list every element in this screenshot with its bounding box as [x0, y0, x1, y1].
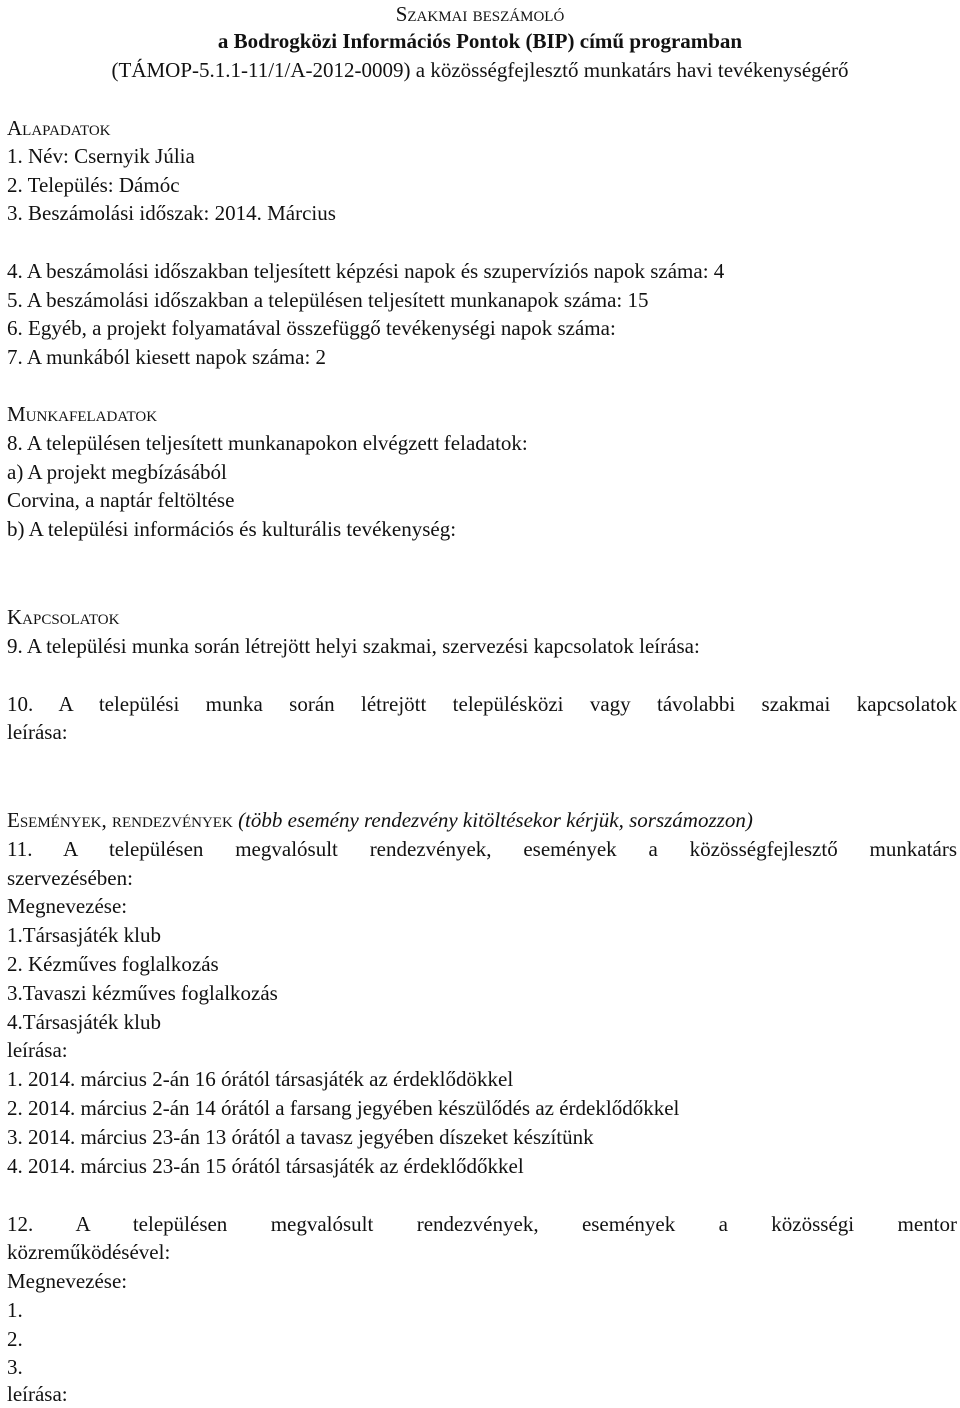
question-10-line-2: leírása:	[7, 720, 68, 744]
field-other-days: 6. Egyéb, a projekt folyamatával összefüggő tevékenységi napok száma:	[7, 316, 616, 340]
section-heading-esemenyek	[7, 806, 753, 834]
project-line: (TÁMOP-5.1.1-11/1/A-2012-0009) a közösségfejlesztő munkatárs havi tevékenységérő	[111, 58, 849, 82]
question-11-line-1: 11. A településen megvalósult rendezvények, események a közösségfejlesztő munkatárs	[7, 837, 957, 861]
section-heading-kapcsolatok: Kapcsolatok	[7, 605, 120, 629]
question-10-line-1: 10. A települési munka során létrejött településközi vagy távolabbi szakmai kapcsolatok	[7, 692, 957, 716]
esemenyek-heading-text: Események, rendezvények	[7, 808, 233, 832]
field-missed-days: 7. A munkából kiesett napok száma: 2	[7, 345, 327, 369]
question-8: 8. A településen teljesített munkanapokon elvégzett feladatok:	[7, 431, 528, 455]
question-9: 9. A települési munka során létrejött helyi szakmai, szervezési kapcsolatok leírása:	[7, 634, 700, 658]
question-12-line-1: 12. A településen megvalósult rendezvények, események a közösségi mentor	[7, 1212, 957, 1236]
event-item: 2. Kézműves foglalkozás	[7, 952, 219, 976]
event-item: 3.Tavaszi kézműves foglalkozás	[7, 981, 278, 1005]
event-description: 2. 2014. március 2-án 14 órától a farsang jegyében készülődés az érdeklődőkkel	[7, 1096, 680, 1120]
leiras-label: leírása:	[7, 1038, 68, 1062]
field-settlement: 2. Település: Dámóc	[7, 173, 180, 197]
esemenyek-note: (több esemény rendezvény kitöltésekor kérjük, sorszámozzon)	[238, 808, 753, 832]
event-description: 3. 2014. március 23-án 13 órától a tavasz jegyében díszeket készítünk	[7, 1125, 594, 1149]
task-a-label: a) A projekt megbízásából	[7, 460, 227, 484]
task-a-text: Corvina, a naptár feltöltése	[7, 488, 235, 512]
question-12-line-2: közreműködésével:	[7, 1240, 171, 1264]
event-item: 1.Társasjáték klub	[7, 923, 161, 947]
megnevezes-label: Megnevezése:	[7, 894, 128, 918]
report-subtitle: a Bodrogközi Információs Pontok (BIP) című programban	[217, 29, 743, 53]
blank-item: 1.	[7, 1298, 23, 1322]
report-title: Szakmai beszámoló	[395, 2, 565, 26]
section-heading-alapadatok: Alapadatok	[7, 116, 111, 140]
section-heading-munkafeladatok: Munkafeladatok	[7, 402, 158, 426]
field-work-days: 5. A beszámolási időszakban a településen teljesített munkanapok száma: 15	[7, 288, 649, 312]
question-11-line-2: szervezésében:	[7, 866, 133, 890]
field-training-days: 4. A beszámolási időszakban teljesített képzési napok és szupervíziós napok száma: 4	[7, 259, 725, 283]
event-item: 4.Társasjáték klub	[7, 1010, 161, 1034]
field-name: 1. Név: Csernyik Júlia	[7, 144, 195, 168]
leiras2-label: leírása:	[7, 1382, 68, 1406]
blank-item: 3.	[7, 1355, 23, 1379]
task-b-label: b) A települési információs és kulturális tevékenység:	[7, 517, 457, 541]
blank-item: 2.	[7, 1327, 23, 1351]
event-description: 1. 2014. március 2-án 16 órától társasjáték az érdeklődökkel	[7, 1067, 514, 1091]
event-description: 4. 2014. március 23-án 15 órától társasjáték az érdeklődőkkel	[7, 1154, 524, 1178]
megnevezes2-label: Megnevezése:	[7, 1269, 128, 1293]
field-period: 3. Beszámolási időszak: 2014. Március	[7, 201, 336, 225]
